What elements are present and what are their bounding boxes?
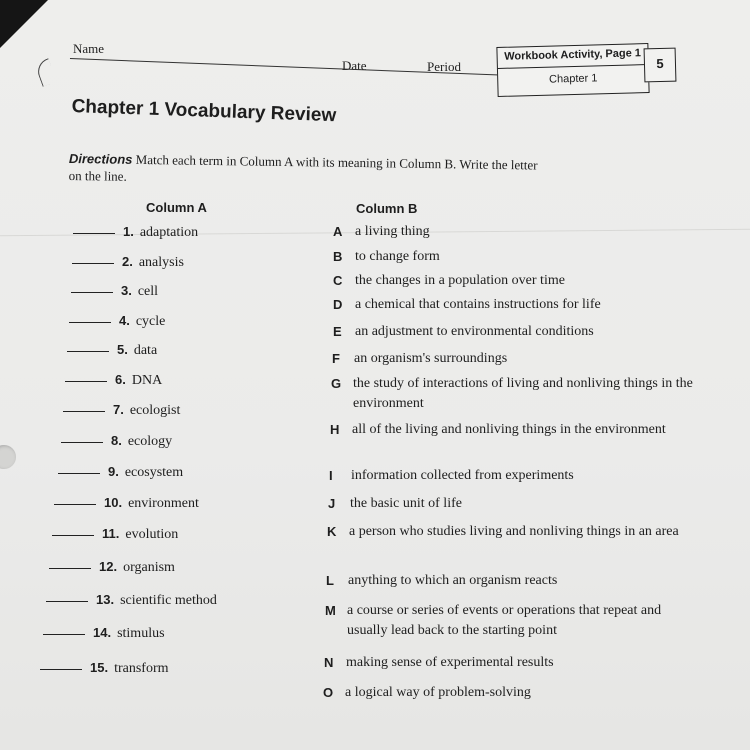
- definition-letter: N: [324, 655, 334, 670]
- answer-blank[interactable]: [67, 351, 109, 352]
- column-a-item: [72, 254, 184, 272]
- item-number: 14.: [93, 625, 112, 640]
- definition-letter: B: [333, 249, 343, 264]
- definition-letter: L: [326, 573, 334, 588]
- definition-letter: E: [333, 324, 342, 339]
- item-number: 9.: [108, 464, 119, 479]
- answer-blank[interactable]: [43, 634, 85, 635]
- column-a-heading: Column A: [146, 200, 207, 215]
- term: stimulus: [117, 626, 165, 641]
- answer-blank[interactable]: [58, 473, 100, 474]
- column-a-item: [71, 283, 158, 301]
- column-a-item: [40, 660, 169, 678]
- chapter-label: Chapter 1: [548, 72, 598, 86]
- term: adaptation: [139, 225, 199, 240]
- item-number: 4.: [119, 313, 130, 328]
- answer-blank[interactable]: [69, 322, 111, 323]
- answer-blank[interactable]: [52, 535, 94, 536]
- name-label: Name: [73, 41, 105, 56]
- column-a-item: [73, 224, 198, 242]
- item-number: 11.: [102, 526, 120, 541]
- column-a-item: [65, 372, 162, 390]
- definition-letter: G: [331, 376, 342, 391]
- term: environment: [128, 496, 199, 511]
- answer-blank[interactable]: [54, 504, 96, 505]
- answer-blank[interactable]: [65, 381, 107, 382]
- item-number: 2.: [122, 254, 133, 269]
- answer-blank[interactable]: [63, 411, 105, 412]
- page-corner-shadow: [0, 0, 48, 48]
- directions-text: Match each term in Column A with its meaning in Column B. Write the letter on the line.: [68, 151, 538, 184]
- directions: [69, 150, 549, 191]
- term: data: [133, 343, 158, 358]
- term: ecosystem: [124, 465, 184, 480]
- page-title: Chapter 1 Vocabulary Review: [71, 96, 337, 127]
- definition-letter: I: [329, 468, 333, 483]
- column-a-item: [61, 433, 172, 451]
- definition-letter: A: [333, 224, 343, 239]
- term: analysis: [138, 255, 184, 270]
- column-a-item: [54, 495, 199, 513]
- definition: the study of interactions of living and nonliving things in the environment: [353, 376, 693, 411]
- column-a-item: [43, 625, 165, 643]
- term: ecologist: [129, 403, 181, 418]
- margin-mark: [34, 58, 57, 87]
- item-number: 6.: [115, 372, 126, 387]
- term: evolution: [125, 527, 179, 542]
- workbook-activity-box: [496, 43, 649, 97]
- term: ecology: [127, 434, 173, 449]
- period-label: Period: [427, 59, 461, 74]
- answer-blank[interactable]: [61, 442, 103, 443]
- definition: the basic unit of life: [350, 496, 462, 511]
- definition: an organism's surroundings: [354, 351, 508, 366]
- column-a-item: [63, 402, 180, 420]
- answer-blank[interactable]: [73, 233, 115, 234]
- definition: a logical way of problem-solving: [345, 685, 531, 700]
- column-a-item: [46, 592, 217, 610]
- item-number: 8.: [111, 433, 122, 448]
- definition: all of the living and nonliving things in the environment: [352, 422, 666, 437]
- term: transform: [114, 661, 169, 676]
- term: scientific method: [120, 593, 217, 608]
- definition: a course or series of events or operations that repeat and usually lead back to the starting point: [347, 603, 662, 638]
- definition-letter: C: [333, 273, 343, 288]
- answer-blank[interactable]: [46, 601, 88, 602]
- binder-hole: [0, 445, 16, 469]
- definition: information collected from experiments: [351, 468, 574, 483]
- column-a-item: [58, 464, 183, 482]
- definition: the changes in a population over time: [355, 273, 565, 288]
- column-a-item: [69, 313, 165, 331]
- answer-blank[interactable]: [40, 669, 82, 670]
- definition: making sense of experimental results: [346, 655, 554, 670]
- column-a-item: [67, 342, 157, 360]
- item-number: 13.: [96, 592, 115, 607]
- directions-label: Directions: [68, 150, 133, 167]
- workbook-activity-label: Workbook Activity, Page 1: [497, 47, 647, 69]
- item-number: 12.: [99, 559, 118, 574]
- definition: an adjustment to environmental conditions: [355, 324, 594, 339]
- column-a-item: [49, 559, 175, 577]
- definition: a living thing: [355, 224, 430, 239]
- definition-letter: H: [330, 422, 340, 437]
- answer-blank[interactable]: [71, 292, 113, 293]
- term: organism: [123, 560, 175, 575]
- definition-letter: J: [328, 496, 336, 511]
- definition-letter: D: [333, 297, 343, 312]
- term: DNA: [131, 373, 163, 388]
- definition-letter: F: [332, 351, 340, 366]
- column-b-heading: Column B: [356, 201, 418, 216]
- item-number: 15.: [90, 660, 109, 675]
- definition: a person who studies living and nonliving things in an area: [349, 524, 679, 539]
- page-number: 5: [644, 48, 677, 83]
- answer-blank[interactable]: [49, 568, 91, 569]
- item-number: 5.: [117, 342, 128, 357]
- definition: a chemical that contains instructions for life: [355, 297, 601, 312]
- column-a-item: [52, 526, 178, 544]
- item-number: 1.: [123, 224, 134, 239]
- definition-letter: O: [323, 685, 334, 700]
- definition-letter: K: [327, 524, 337, 539]
- term: cycle: [135, 314, 166, 329]
- item-number: 3.: [121, 283, 132, 298]
- answer-blank[interactable]: [72, 263, 114, 264]
- definition: anything to which an organism reacts: [348, 573, 558, 588]
- item-number: 7.: [113, 402, 124, 417]
- date-label: Date: [342, 58, 367, 73]
- item-number: 10.: [104, 495, 123, 510]
- term: cell: [137, 284, 159, 299]
- definition-letter: M: [325, 603, 336, 618]
- definition: to change form: [355, 249, 440, 264]
